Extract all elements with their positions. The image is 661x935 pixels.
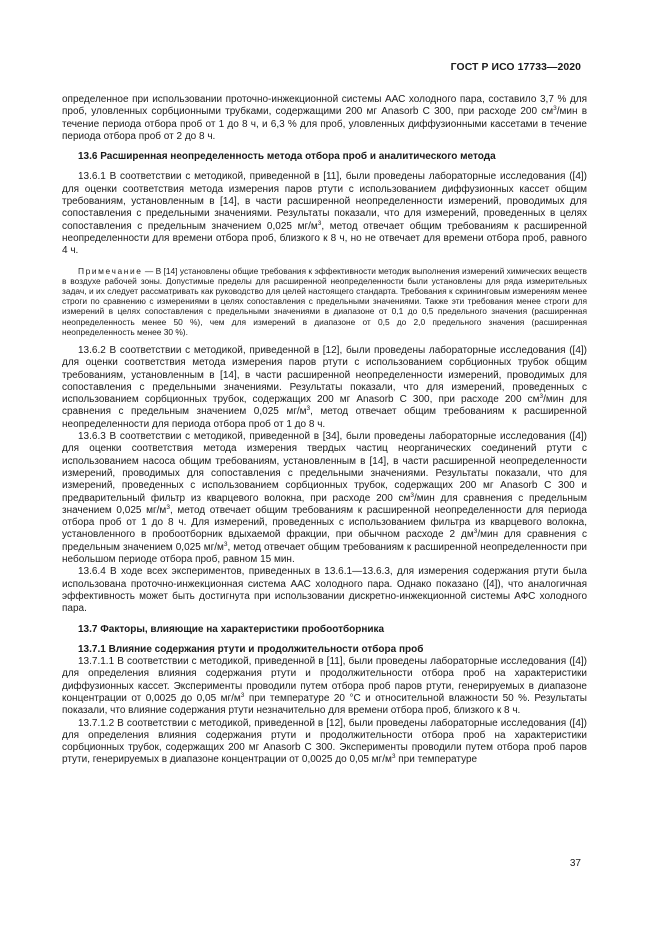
paragraph-13-6-1: 13.6.1 В соответствии с методикой, приведенной в [11], были проведены лабораторные исследования ([4]) для оценки соответствия метода измерения паров ртути с использованием диффузионных кассет общим требованиям, установленным в [14], в части расширенной неопределенности измерений, проводимых для сопоставления с предельными значениями. Результаты показали, что для измерений, проведенных в целях сопоставления с предельным значением 0,025 $мг/м^3$, метод отвечает общим требованиям к расширенной неопределенности для времени отбора проб, близкого к 8 ч, но не отвечает для времени отбора проб, равного 4 ч. [62, 171, 587, 257]
note-paragraph: Примечание — В [14] установлены общие требования к эффективности методик выполнения измерений химических веществ в воздухе рабочей зоны. Допустимые пределы для расширенной неопределенности были установлены для ряда измерительных задач, и их следует рассматривать как руководство для целей настоящего стандарта. Требования к скрининговым измерениям менее строги по сравнению с измерениями в целях сопоставления с предельными значениями. Также эти требования менее строги для измерений в целях сопоставления с предельными значениями в диапазоне от 0,1 до 0,5 предельного значения (расширенная неопределенность менее 50 %), чем для измерений в диапазоне от 0,5 до 2,0 предельного значения (расширенная неопределенность менее 30 %). [62, 265, 587, 337]
page-content [62, 94, 587, 767]
note-block [62, 266, 587, 337]
paragraph-13-6-3: 13.6.3 В соответствии с методикой, приведенной в [34], были проведены лабораторные исследования ([4]) для оценки соответствия метода измерения твердых частиц неорганических соединений ртути с использованием насоса общим требованиям, установленным в [14], в части расширенной неопределенности измерений, проводимых для сопоставления с предельными значениями. Результаты показали, что для измерений, проведенных с использованием сорбционных трубок, содержащих 200 мг Anasorb C 300 и предварительный фильтр из кварцевого волокна, при расходе 200 $см^3$/мин для сравнения с предельным значением 0,025 $мг/м^3$, метод отвечает общим требованиям к расширенной неопределенности для периода отбора проб от 1 до 8 ч. Для измерений, проведенных с использованием фильтра из кварцевого волокна, установленного в пробоотборник вдыхаемой фракции, при обычном расходе 2 $дм^3$/мин для сравнения с предельным значением 0,025 $мг/м^3$, метод отвечает общим требованиям к расширенной неопределенности при небольшом периоде отбора проб, равном 15 мин. [62, 431, 587, 566]
paragraph-13-7-1-2: 13.7.1.2 В соответствии с методикой, приведенной в [12], были проведены лабораторные исследования ([4]) для определения влияния содержания ртути и продолжительности отбора проб на характеристики сорбционных трубок, содержащих 200 мг Anasorb C 300. Эксперименты проводили путем отбора проб паров ртути, генерируемых в диапазоне концентрации от 0,0025 до 0,05 $мг/м^3$ при температуре [62, 717, 587, 766]
standard-code-header: ГОСТ Р ИСО 17733—2020 [450, 62, 581, 73]
intro-paragraph: определенное при использовании проточно-инжекционной системы ААС холодного пара, составило 3,7 % для проб, уловленных сорбционными трубками, содержащими 200 мг Anasorb C 300, при расходе 200 $см^3$/мин в течение периода отбора проб от 1 до 8 ч, и 6,3 % для проб, уловленных диффузионными кассетами в течение периода отбора проб от 2 до 8 ч. [62, 94, 588, 142]
section-13-7-title: 13.7 Факторы, влияющие на характеристики пробоотборника [78, 623, 385, 635]
section-13-6-title: 13.6 Расширенная неопределенность метода отбора проб и аналитического метода [78, 151, 496, 163]
note-label: Примечание [78, 265, 143, 276]
subsection-13-7-1-title: 13.7.1 Влияние содержания ртути и продолжительности отбора проб [78, 643, 424, 655]
paragraph-13-6-4: 13.6.4 В ходе всех экспериментов, приведенных в 13.6.1—13.6.3, для измерения содержания ртути была использована проточно-инжекционная система ААС холодного пара. Однако показано ([4]), что аналогичная эффективность может быть достигнута при использовании дискретно-инжекционной системы АФС холодного пара. [62, 566, 587, 615]
paragraph-13-6-2: 13.6.2 В соответствии с методикой, приведенной в [12], были проведены лабораторные исследования ([4]) для оценки соответствия метода измерения паров ртути с использованием сорбционных трубок общим требованиям, установленным в [14], в части расширенной неопределенности измерений, проводимых для сопоставления с предельными значениями. Результаты показали, что для измерений, проведенных с использованием сорбционных трубок, содержащих 200 мг Anasorb C 300, при расходе 200 $см^3$/мин для сравнения с предельным значением 0,025 $мг/м^3$, метод отвечает общим требованиям к расширенной неопределенности для периода отбора проб от 1 до 8 ч. [62, 344, 587, 430]
paragraph-13-7-1-1: 13.7.1.1 В соответствии с методикой, приведенной в [11], были проведены лабораторные исследования ([4]) для определения влияния содержания ртути и продолжительности отбора проб на характеристики диффузионных кассет. Эксперименты проводили путем отбора проб паров ртути, генерируемых в диапазоне концентрации от 0,0025 до 0,05 $мг/м^3$ при температуре 20 °С и относительной влажности 50 %. Результаты показали, что влияние содержания ртути незначительно для времени отбора проб, близкого к 8 ч. [62, 656, 587, 717]
page-number: 37 [569, 858, 581, 869]
